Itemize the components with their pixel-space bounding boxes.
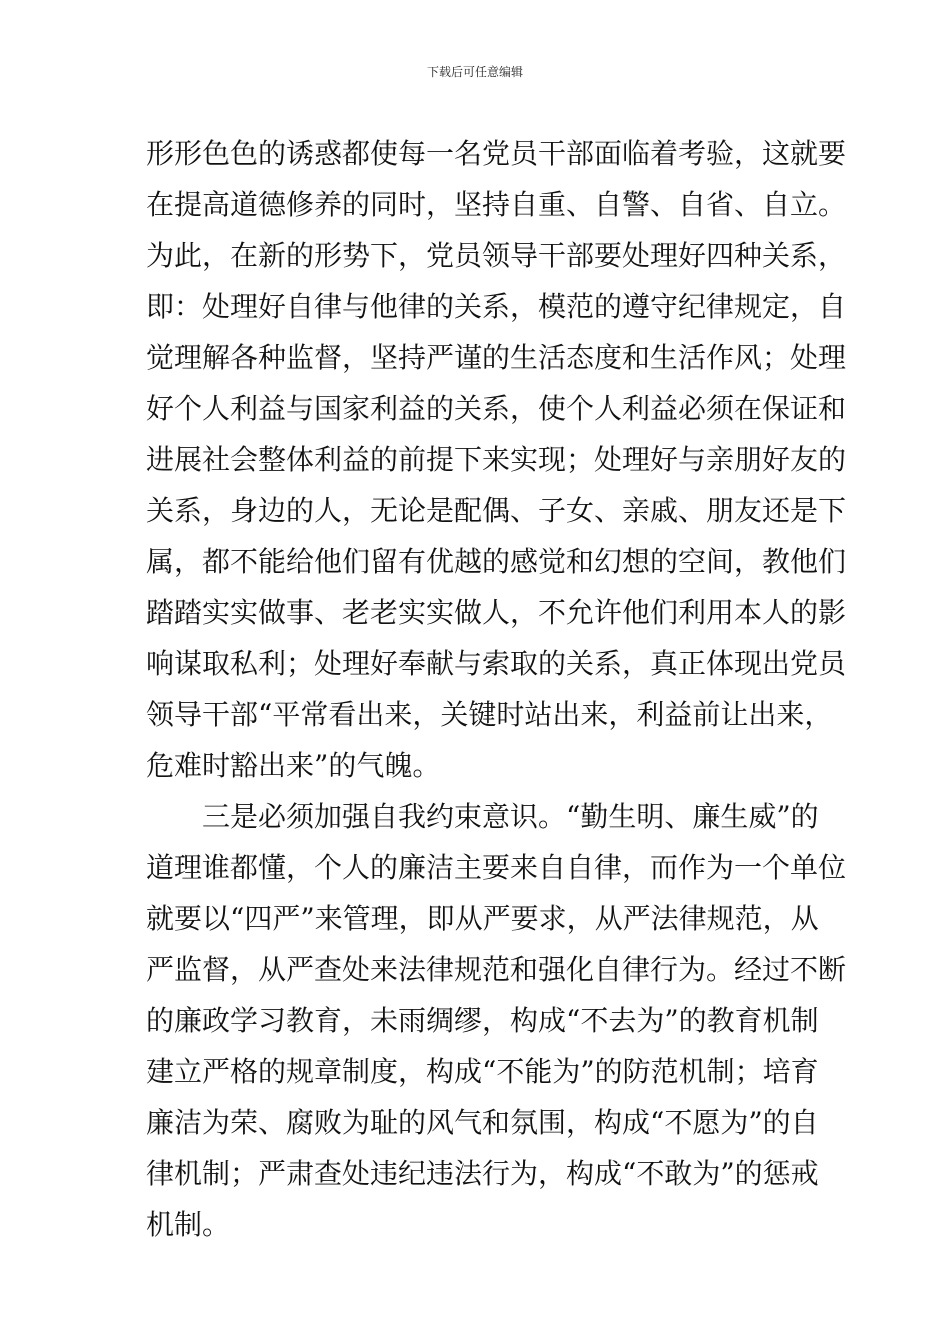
text-line: 危难时豁出来”的气魄。 — [146, 749, 441, 782]
text-line: 响谋取私利；处理好奉献与索取的关系，真正体现出党员 — [146, 647, 847, 680]
text-line: 机制。 — [146, 1208, 231, 1241]
text-line: 觉理解各种监督，坚持严谨的生活态度和生活作风；处理 — [146, 341, 847, 374]
text-line: 就要以“四严”来管理，即从严要求，从严法律规范，从 — [146, 902, 819, 935]
text-line: 进展社会整体利益的前提下来实现；处理好与亲朋好友的 — [146, 443, 847, 476]
text-line: 律机制；严肃查处违纪违法行为，构成“不敢为”的惩戒 — [146, 1157, 819, 1190]
paragraph-2 — [146, 791, 847, 1250]
text-line: 三是必须加强自我约束意识。“勤生明、廉生威”的 — [146, 800, 819, 833]
text-line: 即：处理好自律与他律的关系，模范的遵守纪律规定，自 — [146, 290, 847, 323]
text-line: 关系，身边的人，无论是配偶、子女、亲戚、朋友还是下 — [146, 494, 847, 527]
text-line: 领导干部“平常看出来，关键时站出来，利益前让出来， — [146, 698, 833, 731]
document-body — [146, 128, 847, 1250]
text-line: 在提高道德修养的同时，坚持自重、自警、自省、自立。 — [146, 188, 847, 221]
text-line: 道理谁都懂，个人的廉洁主要来自自律，而作为一个单位 — [146, 851, 847, 884]
text-line: 好个人利益与国家利益的关系，使个人利益必须在保证和 — [146, 392, 847, 425]
text-line: 属，都不能给他们留有优越的感觉和幻想的空间，教他们 — [146, 545, 847, 578]
text-line: 形形色色的诱惑都使每一名党员干部面临着考验，这就要 — [146, 137, 847, 170]
paragraph-1 — [146, 128, 847, 791]
page-header: 下载后可任意编辑 — [426, 65, 523, 79]
text-line: 建立严格的规章制度，构成“不能为”的防范机制；培育 — [146, 1055, 819, 1088]
text-line: 踏踏实实做事、老老实实做人，不允许他们利用本人的影 — [146, 596, 847, 629]
text-line: 为此，在新的形势下，党员领导干部要处理好四种关系， — [146, 239, 847, 272]
text-line: 严监督，从严查处来法律规范和强化自律行为。经过不断 — [146, 953, 847, 986]
text-line: 的廉政学习教育，未雨绸缪，构成“不去为”的教育机制 — [146, 1004, 819, 1037]
text-line: 廉洁为荣、腐败为耻的风气和氛围，构成“不愿为”的自 — [146, 1106, 819, 1139]
